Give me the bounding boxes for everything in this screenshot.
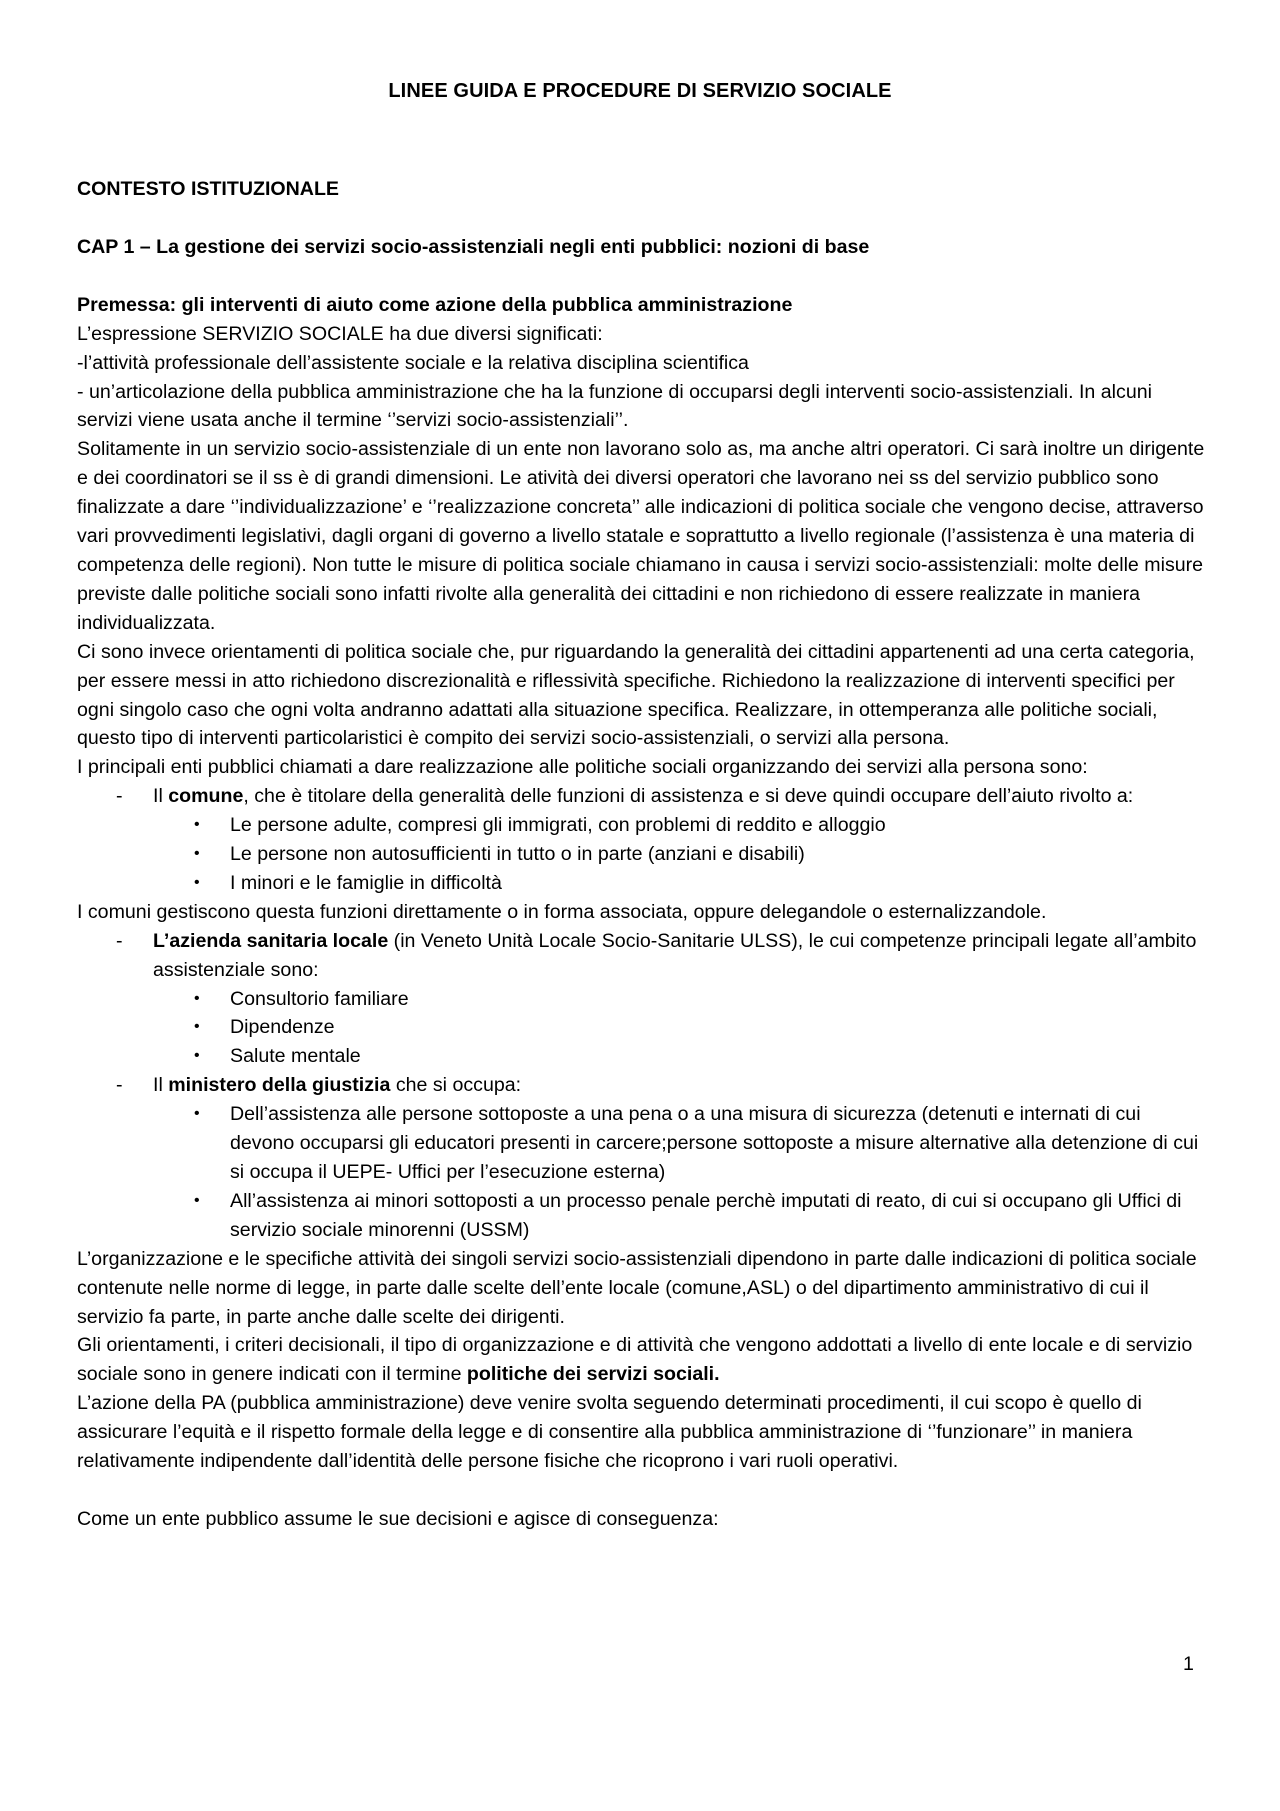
list-item-comune <box>77 782 1207 811</box>
bullet-item <box>77 985 1207 1014</box>
bullet-marker: • <box>194 989 200 1007</box>
paragraph: L’azione della PA (pubblica amministrazione) deve venire svolta seguendo determinati procedimenti, il cui scopo è quello di assicurare l’equità e il rispetto formale della legge e di consentire alla pubblica amministrazione di ‘’funzionare’’ in maniera relativamente indipendente dall’identità delle persone fisiche che ricoprono i vari ruoli operativi. <box>77 1392 1142 1473</box>
list-term: L’azienda sanitaria locale <box>153 929 389 952</box>
paragraph: Ci sono invece orientamenti di politica sociale che, pur riguardando la generalità dei cittadini appartenenti ad una certa categoria, per essere messi in atto richiedono discrezionalità e riflessività specifiche. Richiedono la realizzazione di interventi specifici per ogni singolo caso che ogni volta andranno adattati alla situazione specifica. Realizzare, in ottemperanza alle politiche sociali, questo tipo di interventi particolaristici è compito dei servizi socio-assistenziali, o servizi alla persona. <box>77 640 1195 750</box>
bullet-item <box>77 811 1207 840</box>
bullet-item <box>77 1013 1207 1042</box>
list-text: che si occupa: <box>390 1074 522 1097</box>
bullet-marker: • <box>194 1191 200 1209</box>
bullet-item <box>77 869 1207 898</box>
bullet-marker: • <box>194 1018 200 1036</box>
bullet-item <box>77 1042 1207 1071</box>
bullet-marker: • <box>194 1105 200 1123</box>
bullet-marker: • <box>194 1047 200 1065</box>
paragraph: Solitamente in un servizio socio-assistenziale di un ente non lavorano solo as, ma anche altri operatori. Ci sarà inoltre un dirigente e dei coordinatori se il ss è di grandi dimensioni. Le atività dei diversi operatori che lavorano nei ss del servizio pubblico sono finalizzate a dare ‘’individualizzazione’ e ‘’realizzazione concreta’’ alle indicazioni di politica sociale che vengono decise, attraverso vari provvedimenti legislativi, dagli organi di governo a livello statale e soprattutto a livello regionale (l’assistenza è una materia di competenza delle regioni). Non tutte le misure di politica sociale chiamano in causa i servizi socio-assistenziali: molte delle misure previste dalle politiche sociali sono infatti rivolte alla generalità dei cittadini e non richiedono di essere realizzate in maniera individualizzata. <box>77 438 1205 634</box>
bullet-text: Dipendenze <box>230 1016 335 1039</box>
list-text: Il <box>153 785 169 808</box>
bullet-text: I minori e le famiglie in difficoltà <box>230 871 502 894</box>
paragraph <box>77 1331 1207 1389</box>
chapter-heading: CAP 1 – La gestione dei servizi socio-assistenziali negli enti pubblici: nozioni di base <box>77 235 870 258</box>
dash-marker: - <box>116 1074 123 1097</box>
list-item-asl <box>77 927 1207 985</box>
paragraph: I comuni gestiscono questa funzioni direttamente o in forma associata, oppure delegandole o esternalizzandole. <box>77 900 1047 923</box>
spacer <box>77 204 1207 233</box>
bullet-text: Le persone non autosufficienti in tutto o in parte (anziani e disabili) <box>230 843 805 866</box>
list-term: ministero della giustizia <box>168 1074 391 1097</box>
bullet-text: Salute mentale <box>230 1045 361 1068</box>
list-text: (in Veneto Unità Locale Socio-Sanitarie ULSS), le cui competenze principali legate all’ambito assistenziale sono: <box>153 929 1197 981</box>
document-body <box>77 175 1207 1534</box>
paragraph: L’espressione SERVIZIO SOCIALE ha due diversi significati: <box>77 322 603 345</box>
spacer <box>77 1476 1207 1505</box>
page-number: 1 <box>1183 1653 1194 1675</box>
paragraph: L’organizzazione e le specifiche attività dei singoli servizi socio-assistenziali dipendono in parte dalle indicazioni di politica sociale contenute nelle norme di legge, in parte dalle scelte dell’ente locale (comune,ASL) o del dipartimento amministrativo di cui il servizio fa parte, in parte anche dalle scelte dei dirigenti. <box>77 1247 1197 1328</box>
section-heading: CONTESTO ISTITUZIONALE <box>77 178 339 200</box>
document-title: LINEE GUIDA E PROCEDURE DI SERVIZIO SOCIALE <box>388 80 892 102</box>
paragraph: -l’attività professionale dell’assistente sociale e la relativa disciplina scientifica <box>77 351 749 374</box>
paragraph: I principali enti pubblici chiamati a dare realizzazione alle politiche sociali organizzando dei servizi alla persona sono: <box>77 756 1088 779</box>
list-item-ministero <box>77 1071 1207 1100</box>
paragraph-text: Gli orientamenti, i criteri decisionali, il tipo di organizzazione e di attività che vengono addottati a livello di ente locale e di servizio sociale sono in genere indicati con il termine <box>77 1334 1193 1386</box>
bullet-text: All’assistenza ai minori sottoposti a un processo penale perchè imputati di reato, di cui si occupano gli Uffici di servizio sociale minorenni (USSM) <box>230 1189 1182 1241</box>
paragraph-term: politiche dei servizi sociali. <box>466 1363 720 1386</box>
list-term: comune <box>168 785 244 808</box>
paragraph: - un’articolazione della pubblica amministrazione che ha la funzione di occuparsi degli interventi socio-assistenziali. In alcuni servizi viene usata anche il termine ‘’servizi socio-assistenziali’’. <box>77 380 1152 432</box>
bullet-marker: • <box>194 873 200 891</box>
spacer <box>77 262 1207 291</box>
list-text: , che è titolare della generalità delle funzioni di assistenza e si deve quindi occupare dell’aiuto rivolto a: <box>243 785 1134 808</box>
bullet-marker: • <box>194 816 200 834</box>
bullet-item <box>77 1100 1207 1187</box>
paragraph: Come un ente pubblico assume le sue decisioni e agisce di conseguenza: <box>77 1507 719 1530</box>
list-text: Il <box>153 1074 169 1097</box>
dash-marker: - <box>116 929 123 952</box>
premessa-heading: Premessa: gli interventi di aiuto come azione della pubblica amministrazione <box>77 293 793 316</box>
bullet-text: Dell’assistenza alle persone sottoposte a una pena o a una misura di sicurezza (detenuti e internati di cui devono occuparsi gli educatori presenti in carcere;persone sottoposte a misure alternative alla detenzione di cui si occupa il UEPE- Uffici per l’esecuzione esterna) <box>230 1103 1199 1183</box>
dash-marker: - <box>116 785 123 808</box>
bullet-item <box>77 1187 1207 1245</box>
bullet-text: Le persone adulte, compresi gli immigrati, con problemi di reddito e alloggio <box>230 814 886 837</box>
bullet-marker: • <box>194 845 200 863</box>
bullet-text: Consultorio familiare <box>230 987 409 1010</box>
bullet-item <box>77 840 1207 869</box>
